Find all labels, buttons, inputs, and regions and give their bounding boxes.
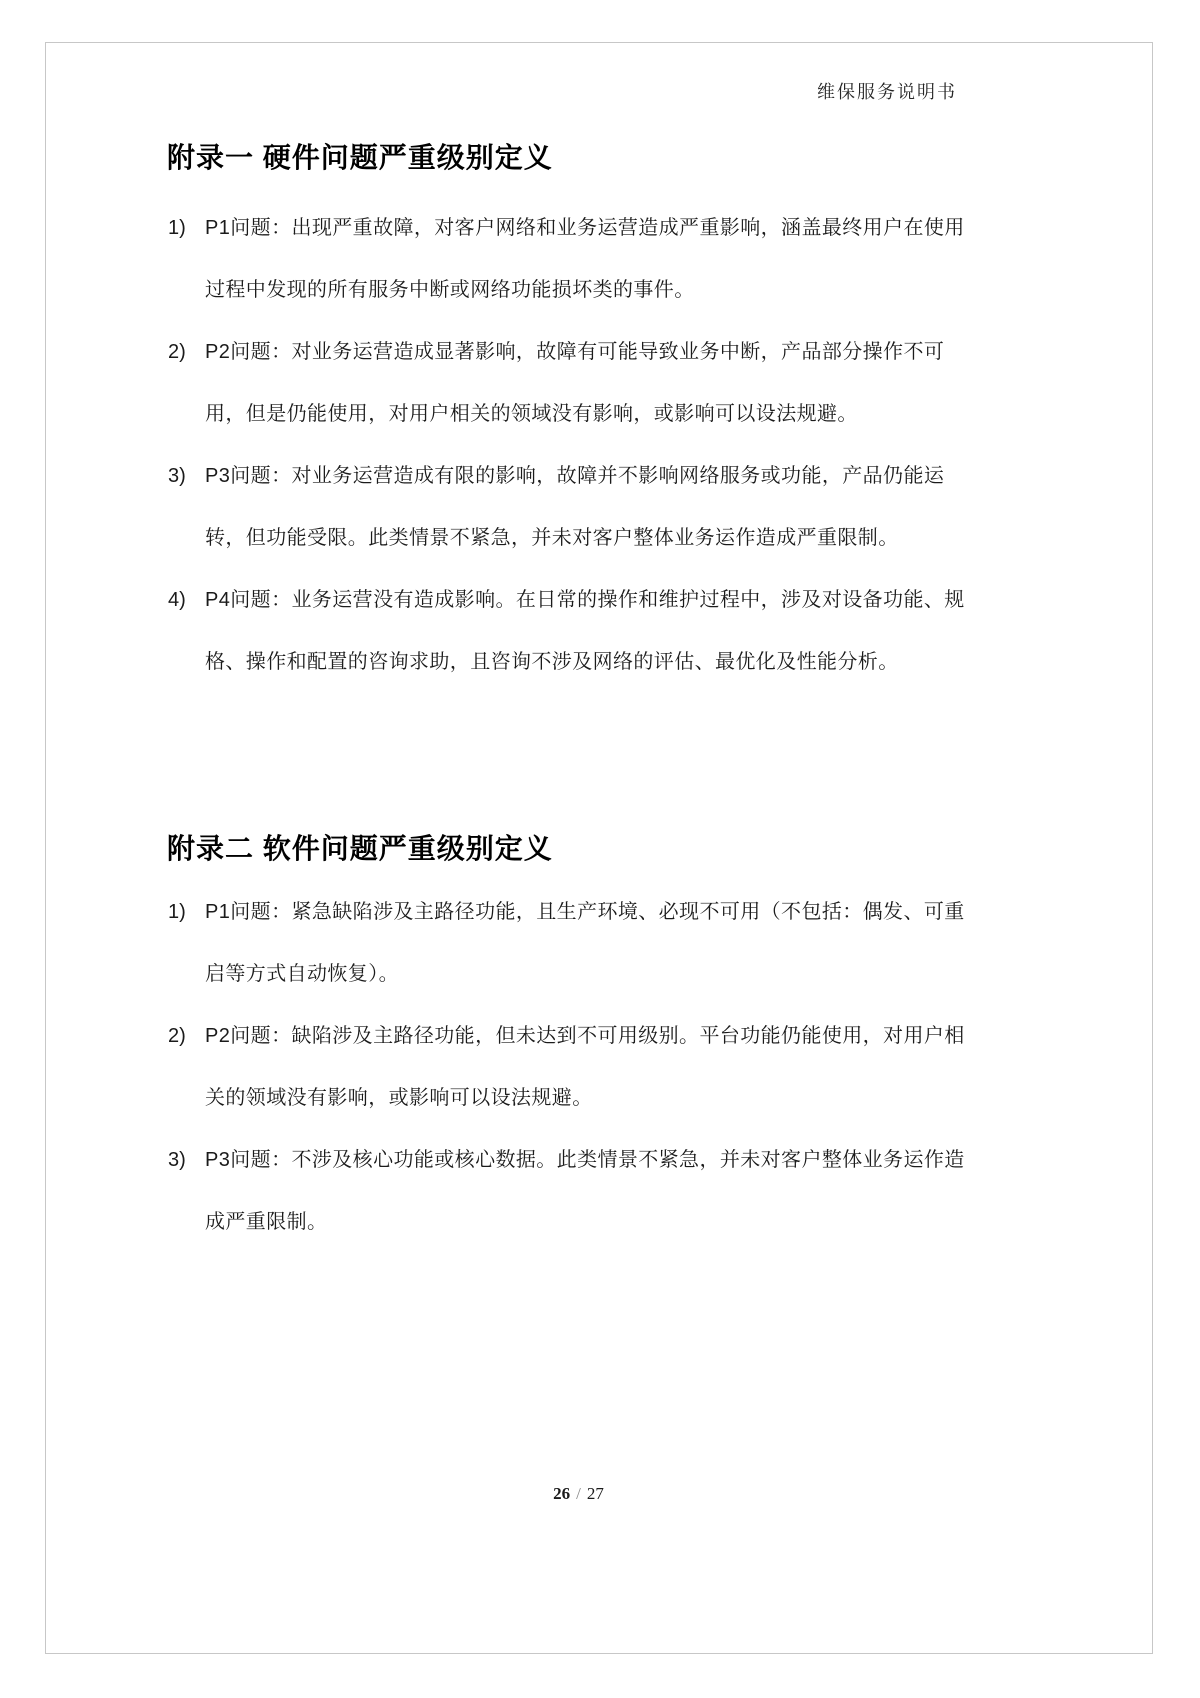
text-line: 过程中发现的所有服务中断或网络功能损坏类的事件。: [205, 279, 695, 301]
page-header: [0, 78, 957, 104]
item-number: 1): [168, 217, 186, 239]
section2-list: [168, 881, 1028, 1253]
header-title: 维保服务说明书: [817, 82, 957, 102]
text-line: 启等方式自动恢复）。: [205, 963, 399, 985]
text-line: 转，但功能受限。此类情景不紧急，并未对客户整体业务运作造成严重限制。: [205, 527, 899, 549]
list-item: [168, 197, 1028, 321]
item-text: [205, 197, 1028, 321]
item-text: [205, 569, 1028, 693]
text-line: P1问题：紧急缺陷涉及主路径功能，且生产环境、必现不可用（不包括：偶发、可重: [205, 901, 965, 923]
text-line: P2问题：缺陷涉及主路径功能，但未达到不可用级别。平台功能仍能使用，对用户相: [205, 1025, 965, 1047]
section2-title: 附录二 软件问题严重级别定义: [167, 833, 553, 864]
text-line: P1问题：出现严重故障，对客户网络和业务运营造成严重影响，涵盖最终用户在使用: [205, 217, 965, 239]
page-number-total: 27: [586, 1484, 604, 1503]
text-line: 用，但是仍能使用，对用户相关的领域没有影响，或影响可以设法规避。: [205, 403, 858, 425]
list-item: [168, 881, 1028, 1005]
item-number: 1): [168, 901, 186, 923]
section1-title: 附录一 硬件问题严重级别定义: [167, 142, 553, 173]
page-footer: [0, 1484, 1157, 1504]
item-number: 3): [168, 465, 186, 487]
list-item: [168, 321, 1028, 445]
list-item: [168, 1005, 1028, 1129]
page-number-separator: /: [576, 1484, 581, 1503]
item-text: [205, 1005, 1028, 1129]
text-line: P3问题：不涉及核心功能或核心数据。此类情景不紧急，并未对客户整体业务运作造: [205, 1149, 965, 1171]
text-line: P2问题：对业务运营造成显著影响，故障有可能导致业务中断，产品部分操作不可: [205, 341, 945, 363]
list-item: [168, 1129, 1028, 1253]
item-number: 2): [168, 1025, 186, 1047]
item-text: [205, 321, 1028, 445]
text-line: P4问题：业务运营没有造成影响。在日常的操作和维护过程中，涉及对设备功能、规: [205, 589, 965, 611]
section1-list: [168, 197, 1028, 693]
item-text: [205, 445, 1028, 569]
page-number-current: 26: [553, 1484, 571, 1503]
item-number: 4): [168, 589, 186, 611]
text-line: 关的领域没有影响，或影响可以设法规避。: [205, 1087, 593, 1109]
item-number: 2): [168, 341, 186, 363]
item-text: [205, 881, 1028, 1005]
text-line: 格、操作和配置的咨询求助，且咨询不涉及网络的评估、最优化及性能分析。: [205, 651, 899, 673]
item-text: [205, 1129, 1028, 1253]
list-item: [168, 445, 1028, 569]
text-line: P3问题：对业务运营造成有限的影响，故障并不影响网络服务或功能，产品仍能运: [205, 465, 945, 487]
list-item: [168, 569, 1028, 693]
text-line: 成严重限制。: [205, 1211, 328, 1233]
item-number: 3): [168, 1149, 186, 1171]
